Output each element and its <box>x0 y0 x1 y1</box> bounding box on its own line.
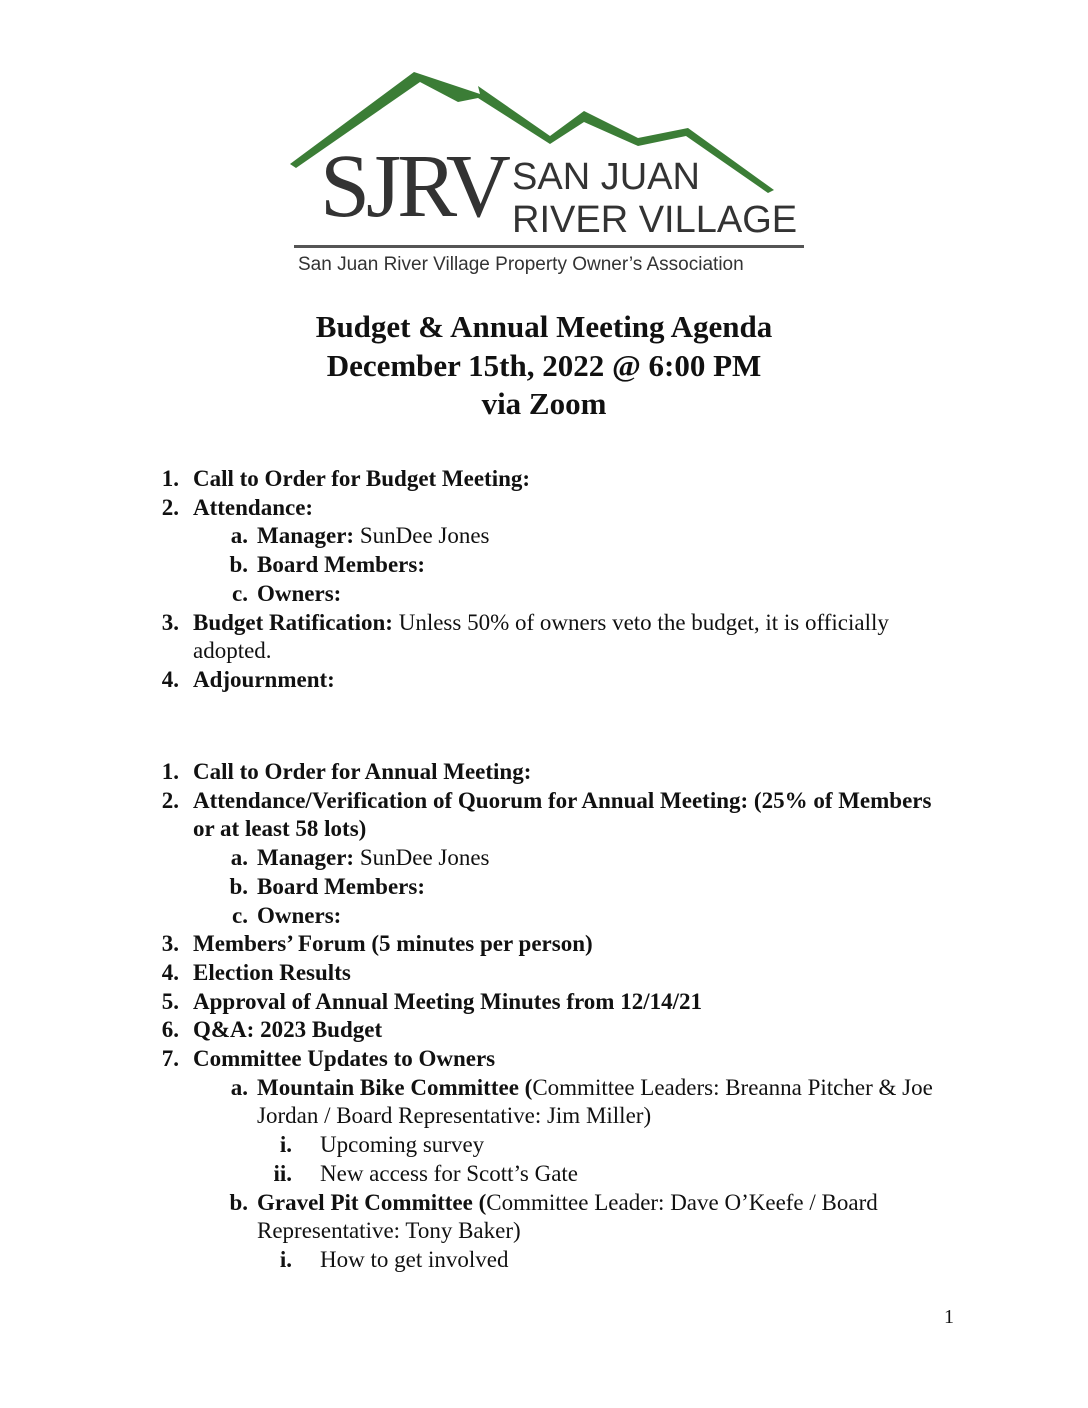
logo-monogram: SJRV <box>320 137 507 236</box>
item-text <box>193 494 950 523</box>
item-label: Manager: <box>257 523 355 549</box>
agenda-item <box>0 1160 1088 1189</box>
item-text <box>320 1131 950 1160</box>
item-label: Board Members: <box>257 873 425 899</box>
agenda-item <box>0 494 1088 523</box>
item-number: 1. <box>161 759 179 784</box>
item-text <box>320 1246 950 1275</box>
page-number: 1 <box>944 1306 954 1328</box>
item-label: Call to Order for Budget Meeting: <box>193 466 531 491</box>
item-number: a. <box>230 1074 248 1100</box>
item-text <box>193 787 950 844</box>
item-text <box>257 902 950 931</box>
item-text <box>193 609 950 666</box>
item-text <box>193 930 950 959</box>
item-label: Gravel Pit Committee ( <box>257 1189 487 1215</box>
item-number: c. <box>232 902 248 928</box>
agenda-item <box>0 988 1088 1017</box>
item-label: Approval of Annual Meeting Minutes from 12/14/21 <box>193 988 702 1014</box>
agenda-item <box>0 580 1088 609</box>
item-label: Committee Updates to Owners <box>193 1046 496 1072</box>
agenda-item <box>0 522 1088 551</box>
sjrv-logo <box>288 66 808 280</box>
agenda-item <box>0 844 1088 873</box>
item-number: b. <box>229 1189 248 1215</box>
item-label: Election Results <box>193 959 351 985</box>
title-line-3: via Zoom <box>481 386 607 421</box>
item-text <box>193 465 950 494</box>
item-number: 1. <box>161 466 179 491</box>
item-label: Budget Ratification: <box>193 609 393 635</box>
item-label: Owners: <box>257 902 342 928</box>
item-detail: SunDee Jones <box>354 523 490 549</box>
agenda-item <box>0 1045 1088 1074</box>
item-label: Q&A: 2023 Budget <box>193 1017 383 1043</box>
item-number: 4. <box>161 959 179 985</box>
item-number: 4. <box>161 666 179 692</box>
item-text <box>257 1074 950 1131</box>
item-detail: Committee Leader: Dave O’Keefe / Board Representative: Tony Baker) <box>257 1189 878 1244</box>
agenda-item <box>0 1016 1088 1045</box>
item-number: ii. <box>273 1160 292 1186</box>
item-detail: New access for Scott’s Gate <box>320 1160 579 1186</box>
agenda-item <box>0 666 1088 695</box>
agenda-item <box>0 930 1088 959</box>
item-number: a. <box>230 523 248 549</box>
item-label: Manager: <box>257 845 355 871</box>
agenda-item <box>0 1189 1088 1246</box>
item-number: 2. <box>161 494 179 520</box>
logo-tagline: San Juan River Village Property Owner’s Association <box>298 254 744 275</box>
item-label: Attendance/Verification of Quorum for Annual Meeting: (25% of Members or at least 58 lots) <box>193 787 932 842</box>
agenda-title-block <box>0 308 1088 424</box>
agenda-item <box>0 1246 1088 1275</box>
item-detail: Committee Leaders: Breanna Pitcher & Joe Jordan / Board Representative: Jim Miller) <box>257 1074 933 1129</box>
logo-divider <box>294 245 804 248</box>
agenda-item <box>0 959 1088 988</box>
item-number: 5. <box>161 988 179 1014</box>
item-number: b. <box>229 552 248 578</box>
item-label: Members’ Forum (5 minutes per person) <box>193 931 593 957</box>
item-text <box>257 1189 950 1246</box>
item-number: a. <box>230 845 248 871</box>
item-text <box>193 1016 950 1045</box>
item-text <box>193 959 950 988</box>
item-number: c. <box>232 580 248 606</box>
item-detail: Upcoming survey <box>320 1132 485 1158</box>
logo-name-line1: SAN JUAN <box>512 156 700 198</box>
agenda-item <box>0 609 1088 666</box>
item-number: 6. <box>161 1017 179 1043</box>
title-line-2: December 15th, 2022 @ 6:00 PM <box>326 347 762 383</box>
annual-meeting-agenda <box>0 758 1088 1275</box>
agenda-item <box>0 465 1088 494</box>
item-label: Owners: <box>257 580 342 606</box>
item-text <box>257 551 950 580</box>
item-label: Mountain Bike Committee ( <box>257 1074 533 1100</box>
item-detail: How to get involved <box>320 1246 509 1272</box>
title-line-1: Budget & Annual Meeting Agenda <box>315 309 773 344</box>
agenda-item <box>0 551 1088 580</box>
item-number: 7. <box>161 1046 179 1072</box>
item-label: Adjournment: <box>193 666 335 692</box>
item-text <box>193 666 950 695</box>
item-detail: SunDee Jones <box>354 845 490 871</box>
agenda-item <box>0 787 1088 844</box>
item-text <box>257 873 950 902</box>
item-detail: Unless 50% of owners veto the budget, it is officially adopted. <box>193 609 889 664</box>
item-number: 3. <box>161 609 179 635</box>
agenda-item <box>0 1074 1088 1131</box>
agenda-item <box>0 873 1088 902</box>
item-text <box>257 580 950 609</box>
agenda-item <box>0 902 1088 931</box>
budget-meeting-agenda <box>0 465 1088 695</box>
item-text <box>257 522 950 551</box>
item-number: i. <box>279 1246 292 1272</box>
item-text <box>320 1160 950 1189</box>
item-number: 2. <box>161 787 179 813</box>
item-number: b. <box>229 873 248 899</box>
item-number: i. <box>279 1132 292 1158</box>
item-text <box>193 988 950 1017</box>
logo-name-line2: RIVER VILLAGE <box>512 199 798 241</box>
agenda-item <box>0 1131 1088 1160</box>
item-text <box>193 1045 950 1074</box>
agenda-item <box>0 758 1088 787</box>
item-label: Attendance: <box>193 494 314 520</box>
item-text <box>257 844 950 873</box>
item-number: 3. <box>161 931 179 957</box>
item-text <box>193 758 950 787</box>
item-label: Call to Order for Annual Meeting: <box>193 759 532 784</box>
item-label: Board Members: <box>257 552 425 578</box>
